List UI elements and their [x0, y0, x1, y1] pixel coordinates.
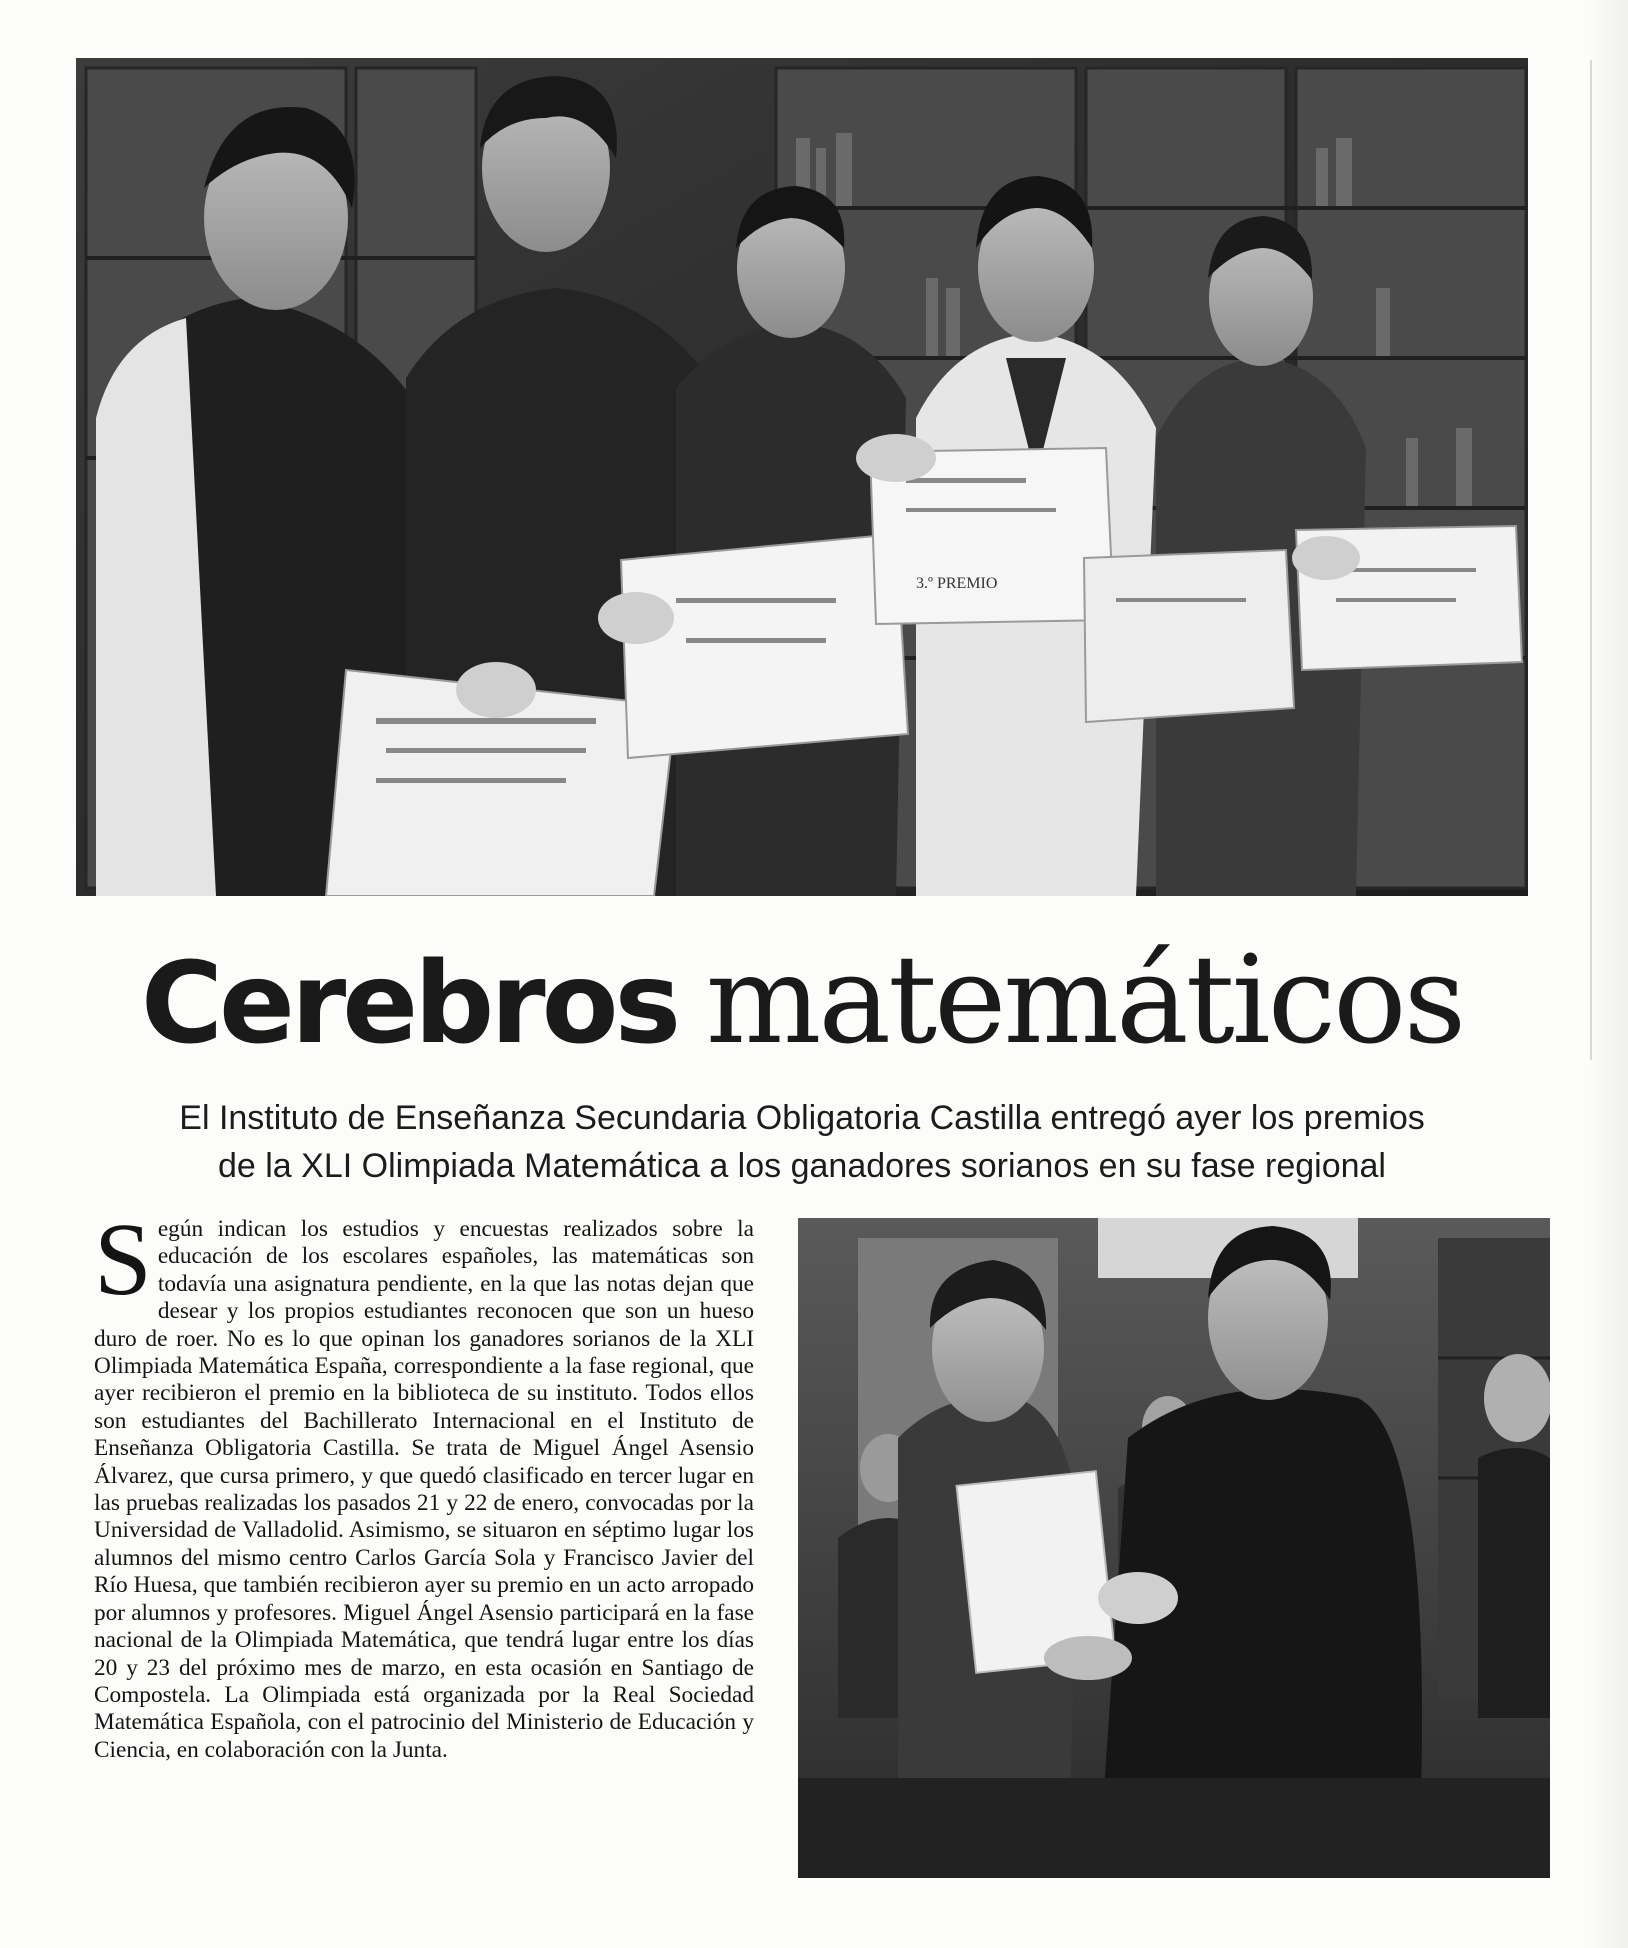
headline-word-1: Cerebros: [140, 939, 678, 1069]
subheadline: [76, 1094, 1528, 1190]
article-body-text: egún indican los estudios y encuestas realizados sobre la educación de los escolares españoles, las matemáticas son todavía una asignatura pendiente, en la que las notas dejan que desear y los propios estudiantes reconocen que son un hueso duro de roer. No es lo que opinan los ganadores sorianos de la XLI Olimpiada Matemática España, correspondiente a la fase regional, que ayer recibieron el premio en la biblioteca de su instituto. Todos ellos son estudiantes del Bachillerato Internacional en el Instituto de Enseñanza Obligatoria Castilla. Se trata de Miguel Ángel Asensio Álvarez, que cursa primero, y que quedó clasificado en tercer lugar en las pruebas realizadas los pasados 21 y 22 de enero, convocadas por la Universidad de Valladolid. Asimismo, se situaron en séptimo lugar los alumnos del mismo centro Carlos García Sola y Francisco Javier del Río Huesa, que también recibieron ayer su premio en un acto arropado por alumnos y profesores. Miguel Ángel Asensio participará en la fase nacional de la Olimpiada Matemática, que tendrá lugar entre los días 20 y 23 del próximo mes de marzo, en esta ocasión en Santiago de Compostela. La Olimpiada está organizada por la Real Sociedad Matemática Española, con el patrocinio del Ministerio de Educación y Ciencia, en colaboración con la Junta.: [94, 1216, 754, 1763]
headline: [76, 930, 1528, 1074]
drop-cap: S: [94, 1202, 152, 1317]
award-handshake-photo: [798, 1218, 1550, 1878]
scan-edge: [1588, 0, 1628, 1948]
subheadline-line-1: El Instituto de Enseñanza Secundaria Obligatoria Castilla entregó ayer los premios: [179, 1099, 1425, 1137]
certificate-premio-label: 3.º PREMIO: [916, 575, 998, 592]
subheadline-line-2: de la XLI Olimpiada Matemática a los ganadores sorianos en su fase regional: [217, 1147, 1386, 1185]
top-photo: [76, 58, 1528, 896]
scan-fold-line: [1590, 60, 1592, 1060]
headline-word-2: matemáticos: [705, 929, 1464, 1071]
students-with-certificates-photo: [76, 58, 1528, 896]
article-body: [94, 1202, 754, 1764]
bottom-photo: [798, 1218, 1550, 1878]
